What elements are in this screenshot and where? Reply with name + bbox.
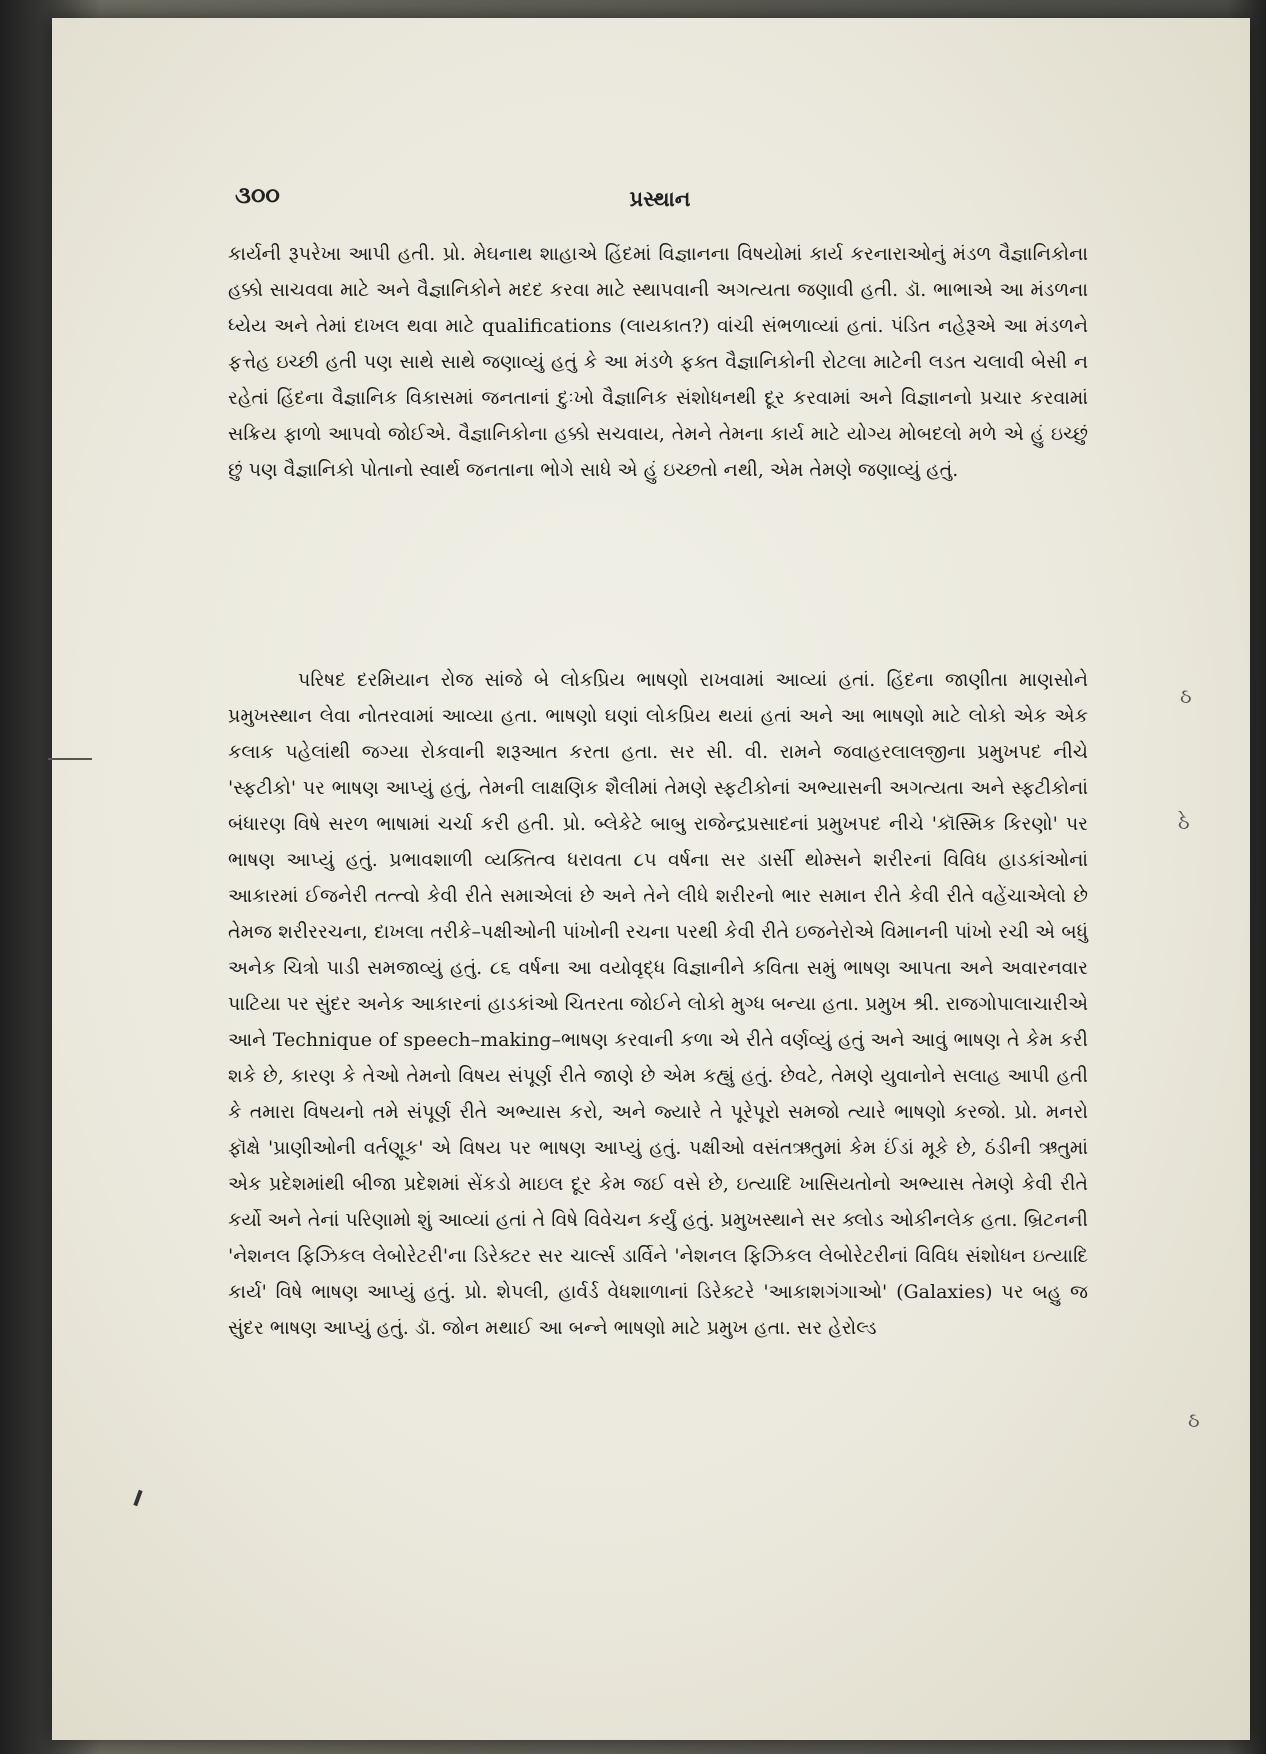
page-number: ૩૦૦ xyxy=(235,180,280,209)
margin-mark-3: ઠ xyxy=(1188,1408,1200,1432)
running-head: પ્રસ્થાન xyxy=(629,186,691,211)
margin-mark-1: ઠ xyxy=(1180,684,1192,708)
body-paragraph-2: પરિષદ દરમિયાન રોજ સાંજે બે લોકપ્રિય ભાષણો રાખવામાં આવ્યાં હતાં. હિંદના જાણીતા માણસોને પ્રમુખસ્થાન લેવા નોતરવામાં આવ્યા હતા. ભાષણો ઘણાં લોકપ્રિય થયાં હતાં અને આ ભાષણો માટે લોકો એક એક કલાક પહેલાંથી જગ્યા રોકવાની શરૂઆત કરતા હતા. સર સી. વી. રામને જવાહરલાલજીના પ્રમુખપદ નીચે 'સ્ફટીકો' પર ભાષણ આપ્યું હતું, તેમની લાક્ષણિક શૈલીમાં તેમણે સ્ફટીકોનાં અભ્યાસની અગત્યતા અને સ્ફટીકોનાં બંધારણ વિષે સરળ ભાષામાં ચર્ચા કરી હતી. પ્રો. બ્લેકેટે બાબુ રાજેન્દ્રપ્રસાદનાં પ્રમુખપદ નીચે 'કૉસ્મિક કિરણો' પર ભાષણ આપ્યું હતું. પ્રભાવશાળી વ્યક્તિત્વ ધરાવતા ૮૫ વર્ષના સર ડાર્સી થોમ્સને શરીરનાં વિવિધ હાડકાંઓનાં આકારમાં ઈજનેરી તત્ત્વો કેવી રીતે સમાએલાં છે અને તેને લીધે શરીરનો ભાર સમાન રીતે કેવી રીતે વહેંચાએલો છે તેમજ શરીરરચના, દાખલા તરીકે–પક્ષીઓની પાંખોની રચના પરથી કેવી રીતે ઇજનેરોએ વિમાનની પાંખો રચી એ બધું અનેક ચિત્રો પાડી સમજાવ્યું હતું. ૮૬ વર્ષના આ વયોવૃદ્ધ વિજ્ઞાનીને કવિતા સમું ભાષણ આપતા અને અવારનવાર પાટિયા પર સુંદર અનેક આકારનાં હાડકાંઓ ચિતરતા જોઈને લોકો મુગ્ધ બન્યા હતા. પ્રમુખ શ્રી. રાજગોપાલાચારીએ આને Technique of speech–making–ભાષણ કરવાની કળા એ રીતે વર્ણવ્યું હતું અને આવું ભાષણ તે કેમ કરી શકે છે, કારણ કે તેઓ તેમનો વિષય સંપૂર્ણ રીતે જાણે છે એમ કહ્યું હતું. છેવટે, તેમણે યુવાનોને સલાહ આપી હતી કે તમારા વિષયનો તમે સંપૂર્ણ રીતે અભ્યાસ કરો, અને જ્યારે તે પૂરેપૂરો સમજો ત્યારે ભાષણો કરજો. પ્રો. મનરો ફૉક્ષે 'પ્રાણીઓની વર્તણૂક' એ વિષય પર ભાષણ આપ્યું હતું. પક્ષીઓ વસંતઋતુમાં કેમ ઈંડાં મૂકે છે, ઠંડીની ઋતુમાં એક પ્રદેશમાંથી બીજા પ્રદેશમાં સેંકડો માઇલ દૂર કેમ જઈ વસે છે, ઇત્યાદિ ખાસિયતોનો અભ્યાસ તેમણે કેવી રીતે કર્યો અને તેનાં પરિણામો શું આવ્યાં હતાં તે વિષે વિવેચન કર્યું હતું. પ્રમુખસ્થાને સર ક્લોડ ઓકીનલેક હતા. બ્રિટનની 'નેશનલ ફિઝિકલ લેબોરેટરી'ના ડિરેક્ટર સર ચાર્લ્સ ડાર્વિને 'નેશનલ ફિઝિકલ લેબોરેટરીનાં વિવિધ સંશોધન ઇત્યાદિ કાર્ય' વિષે ભાષણ આપ્યું હતું. પ્રો. શેપલી, હાર્વર્ડ વેધશાળાનાં ડિરેક્ટરે 'આકાશગંગાઓ' (Galaxies) પર બહુ જ સુંદર ભાષણ આપ્યું હતું. ડૉ. જોન મથાઈ આ બન્ને ભાષણો માટે પ્રમુખ હતા. સર હેરોલ્ડ xyxy=(228,669,1088,1339)
body-paragraph-1: કાર્યની રૂપરેખા આપી હતી. પ્રો. મેઘનાથ શાહાએ હિંદમાં વિજ્ઞાનના વિષયોમાં કાર્ય કરનારાઓનું મંડળ વૈજ્ઞાનિકોના હક્કો સાચવવા માટે અને વૈજ્ઞાનિકોને મદદ કરવા માટે સ્થાપવાની અગત્યતા જણાવી હતી. ડૉ. ભાભાએ આ મંડળના ધ્યેય અને તેમાં દાખલ થવા માટે qualifications (લાયકાત?) વાંચી સંભળાવ્યાં હતાં. પંડિત નહેરૂએ આ મંડળને ફત્તેહ ઇચ્છી હતી પણ સાથે સાથે જણાવ્યું હતું કે આ મંડળે ફક્ત વૈજ્ઞાનિકોની રોટલા માટેની લડત ચલાવી બેસી ન રહેતાં હિંદના વૈજ્ઞાનિક વિકાસમાં જનતાનાં દુઃખો વૈજ્ઞાનિક સંશોધનથી દૂર કરવામાં અને વિજ્ઞાનનો પ્રચાર કરવામાં સક્રિય ફાળો આપવો જોઈએ. વૈજ્ઞાનિકોના હક્કો સચવાય, તેમને તેમના કાર્ય માટે યોગ્ય મોબદલો મળે એ હું ઇચ્છું છું પણ વૈજ્ઞાનિકો પોતાનો સ્વાર્થ જનતાના ભોગે સાધે એ હું ઇચ્છતો નથી, એમ તેમણે જણાવ્યું હતું. xyxy=(228,243,1088,481)
margin-pencil-dash xyxy=(48,758,92,760)
margin-mark-2: ઠે xyxy=(1178,810,1190,834)
